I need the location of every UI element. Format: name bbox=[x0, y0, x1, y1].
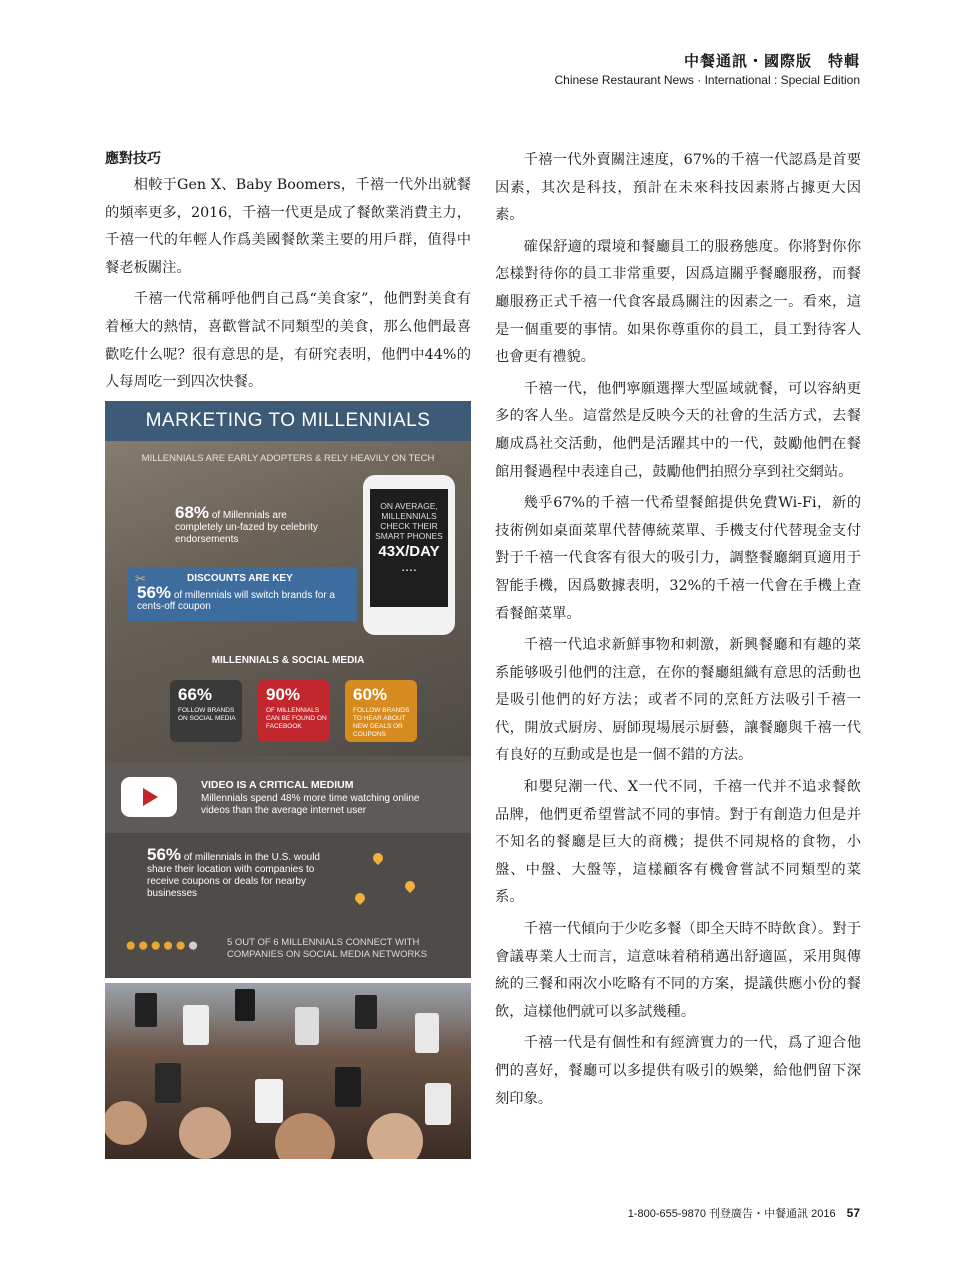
badge-text: FOLLOW BRANDS ON SOCIAL MEDIA bbox=[178, 707, 236, 722]
phone-dots: .... bbox=[401, 558, 417, 574]
discount-heading: DISCOUNTS ARE KEY bbox=[187, 573, 293, 584]
infographic-bottom-panel bbox=[105, 763, 471, 978]
paragraph: 和嬰兒潮一代、X一代不同，千禧一代并不追求餐飲品牌，他們更希望嘗試不同的事情。對于有創造力但是并不知名的餐廳是巨大的商機；提供不同規格的食物，小盤、中盤、大盤等，這樣顧客有機會嘗試不同類型的菜系。 bbox=[495, 779, 861, 906]
paragraph: 千禧一代傾向于少吃多餐（即全天時不時飲食）。對于會議專業人士而言，這意味着稍稍邁出舒適區，采用與傳統的三餐和兩次小吃略有不同的方案，提議供應小份的餐飲，這樣他們就可以多試幾種。 bbox=[495, 921, 861, 1020]
paragraph: 千禧一代外賣關注速度，67%的千禧一代認爲是首要因素，其次是科技，預計在未來科技因素將占據更大因素。 bbox=[495, 152, 861, 224]
page-number: 57 bbox=[846, 1206, 860, 1220]
person-icon: ● bbox=[187, 935, 200, 956]
connect-stat: 5 OUT OF 6 MILLENNIALS CONNECT WITH COMPANIES ON SOCIAL MEDIA NETWORKS bbox=[227, 937, 428, 960]
phone-stat: 43X/DAY bbox=[378, 543, 440, 560]
badge-text: FOLLOW BRANDS TO HEAR ABOUT NEW DEALS OR COUPONS bbox=[353, 707, 410, 738]
person-icon: ●●●●● bbox=[125, 935, 188, 956]
masthead bbox=[555, 50, 861, 87]
scissors-icon: ✂ bbox=[135, 571, 146, 586]
people-icon-row bbox=[125, 935, 200, 957]
badge-value: 66% bbox=[178, 685, 213, 704]
social-badge bbox=[345, 680, 417, 742]
phone-screen bbox=[370, 489, 448, 607]
infographic bbox=[105, 401, 471, 978]
paragraph: 千禧一代常稱呼他們自己爲“美食家”，他們對美食有着極大的熱情，喜歡嘗試不同類型的美食，那么他們最喜歡吃什么呢？很有意思的是，有研究表明，他們中44%的人每周吃一到四次快餐。 bbox=[105, 291, 471, 391]
stat-text: of millennials in the U.S. would share their location with companies to receive coupons or deals for nearby businesses bbox=[147, 852, 320, 899]
left-column bbox=[105, 147, 471, 401]
discount-box bbox=[127, 567, 357, 621]
discount-stat bbox=[137, 583, 352, 612]
badge-text: OF MILLENNIALS CAN BE FOUND ON FACEBOOK bbox=[266, 707, 327, 730]
paragraph: 千禧一代，他們寧願選擇大型區域就餐，可以容納更多的客人坐。這當然是反映今天的社會的生活方式，去餐廳成爲社交活動，他們是活躍其中的一代，鼓勵他們在餐館用餐過程中表達自己，鼓勵他們拍照分享到社交網站。 bbox=[495, 380, 861, 480]
video-heading: VIDEO IS A CRITICAL MEDIUM bbox=[201, 779, 354, 791]
social-badge bbox=[170, 680, 242, 742]
page-footer bbox=[628, 1205, 860, 1221]
phone-text: ON AVERAGE, MILLENNIALS CHECK THEIR SMART PHONES bbox=[375, 501, 443, 541]
stat-text: of millennials will switch brands for a cents-off coupon bbox=[137, 590, 335, 612]
stat-value: 56% bbox=[137, 583, 172, 602]
badge-value: 90% bbox=[266, 685, 301, 704]
smartphone-icon bbox=[363, 475, 455, 635]
social-media-heading: MILLENNIALS & SOCIAL MEDIA bbox=[211, 655, 365, 666]
play-button-icon bbox=[121, 777, 177, 817]
social-badge bbox=[258, 680, 330, 742]
infographic-subtitle: MILLENNIALS ARE EARLY ADOPTERS & RELY HEAVILY ON TECH bbox=[141, 453, 435, 464]
paragraph: 千禧一代追求新鮮事物和刺激，新興餐廳和有趣的菜系能够吸引他們的注意，在你的餐廳組織有意思的活動也是吸引他們的好方法；或者不同的烹飪方法吸引千禧一代，開放式厨房、厨師現場展示厨藝，讓餐廳與千禧一代有良好的互動或是也是一個不錯的方法。 bbox=[495, 637, 861, 764]
stat-text: of Millennials are completely un-fazed by celebrity endorsements bbox=[175, 510, 318, 545]
right-column bbox=[495, 147, 861, 1117]
footer-text: 刊登廣告・中餐通訊 2016 bbox=[709, 1208, 836, 1220]
video-text: Millennials spend 48% more time watching online videos than the average internet user bbox=[201, 793, 420, 816]
stat-value: 56% bbox=[147, 845, 182, 864]
paragraph: 確保舒適的環境和餐廳員工的服務態度。你將對你你怎樣對待你的員工非常重要，因爲這關乎餐廳服務，而餐廳服務正式千禧一代食客最爲關注的因素之一。看來，這是一個重要的事情。如果你尊重你的員工，員工對待客人也會更有禮貌。 bbox=[495, 238, 861, 366]
paragraph: 千禧一代是有個性和有經濟實力的一代，爲了迎合他們的喜好，餐廳可以多提供有吸引的娛樂，給他們留下深刻印象。 bbox=[495, 1035, 861, 1107]
footer-phone: 1-800-655-9870 bbox=[627, 1208, 706, 1220]
infographic-title: MARKETING TO MILLENNIALS bbox=[105, 401, 471, 441]
section-heading: 應對技巧 bbox=[105, 151, 161, 167]
paragraph: 幾乎67%的千禧一代希望餐館提供免費Wi-Fi，新的技術例如桌面菜單代替傳統菜單、手機支付代替現金支付對于千禧一代食客有很大的吸引力，調整餐廳網頁適用于智能手機，因爲數據表明，32%的千禧一代會在手機上查看餐館菜單。 bbox=[495, 495, 861, 622]
masthead-chinese: 中餐通訊・國際版 特輯 bbox=[683, 52, 860, 70]
stat-value: 68% bbox=[175, 503, 210, 522]
crowd-with-phones-photo bbox=[105, 983, 471, 1159]
crowd-illustration bbox=[105, 983, 471, 1159]
masthead-english: Chinese Restaurant News · International : Special Edition bbox=[554, 73, 860, 87]
stat-location bbox=[147, 845, 337, 900]
badge-value: 60% bbox=[353, 685, 388, 704]
paragraph: 相較于Gen X、Baby Boomers，千禧一代外出就餐的頻率更多，2016，千禧一代更是成了餐飲業消費主力，千禧一代的年輕人作爲美國餐飲業主要的用戶群，值得中餐老板關注。 bbox=[105, 177, 471, 276]
stat-celebrity bbox=[175, 503, 325, 546]
